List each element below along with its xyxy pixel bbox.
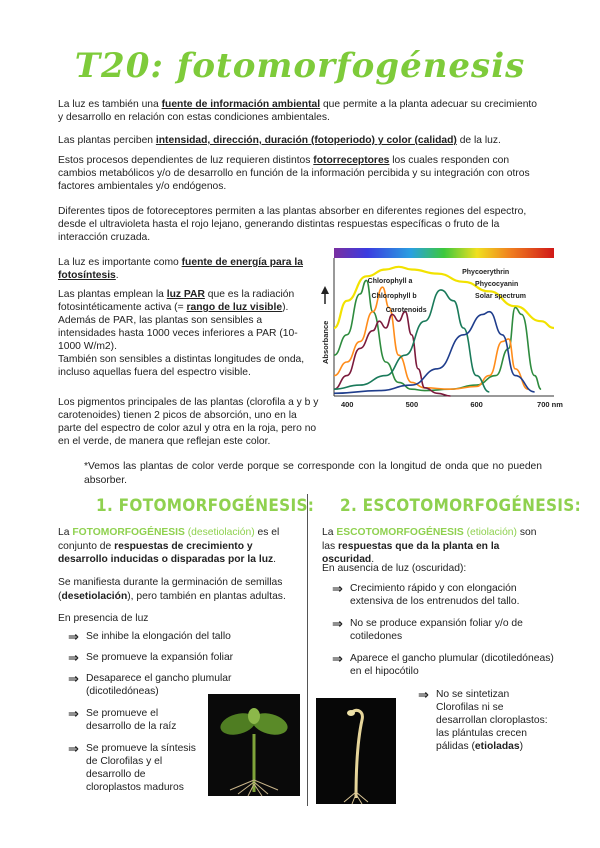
col1-item-5: Se promueve la síntesis de Clorofilas y el desarrollo de cloroplastos maduros <box>86 743 196 793</box>
col2-definition: La ESCOTOMORFOGÉNESIS (etiolación) son las respuestas que da la planta en la oscuridad. <box>322 527 537 565</box>
col1-item-4: Se promueve el desarrollo de la raíz <box>86 708 177 732</box>
x-tick-label: 400 <box>340 400 354 409</box>
column-divider <box>307 494 308 806</box>
col2-sub-item: No se sintetizan Clorofilas ni se desarrollan cloroplastos: las plántulas crecen pálidas (etioladas) <box>436 689 548 752</box>
x-tick-label: 700 nm <box>537 400 563 409</box>
col1-definition: La FOTOMORFOGÉNESIS (desetiolación) es el conjunto de respuestas de crecimiento y desarrollo inducidas o disparadas por la luz. <box>58 527 280 565</box>
arrow-icon: ⇒ <box>332 581 343 596</box>
col2-item-2: No se produce expansión foliar y/o de cotiledones <box>350 618 523 642</box>
col2-item-3: Aparece el gancho plumular (dicotiledóneas) en el hipocótilo <box>350 653 554 677</box>
y-axis-label: Absorbance <box>321 320 330 364</box>
note-text: *Vemos las plantas de color verde porque se corresponde con la longitud de onda que no pueden absorber. <box>84 461 542 486</box>
series-label-phycoerythrin: Phycoerythrin <box>462 269 510 276</box>
arrow-icon: ⇒ <box>68 650 79 665</box>
absorption-spectrum-chart <box>318 246 563 414</box>
spectrum-bar <box>334 248 554 258</box>
intro-paragraph-3: Estos procesos dependientes de luz requieren distintos fotorreceptores los cuales responden con cambios metabólicos y/o de desarrollo en función de la información percibida y su integración con otros factores ambientales y/o endógenos. <box>58 155 530 192</box>
series-label-chlorophyll-b: Chlorophyll b <box>371 293 417 300</box>
arrow-icon: ⇒ <box>68 741 79 756</box>
x-tick-label: 600 <box>470 400 483 409</box>
arrow-icon: ⇒ <box>68 671 79 686</box>
arrow-icon: ⇒ <box>332 616 343 631</box>
section-heading-fotomorfogenesis: 1. FOTOMORFOGÉNESIS: <box>96 496 315 516</box>
series-label-chlorophyll-a: Chlorophyll a <box>367 278 413 285</box>
col1-item-3: Desaparece el gancho plumular (dicotiledóneas) <box>86 673 232 697</box>
intro-paragraph-4: Diferentes tipos de fotoreceptores permiten a las plantas absorber en diferentes regiones del espectro, desde el ultravioleta hasta el rojo lejano, generando distintas respuestas específicas o fruto de la interacción cruzada. <box>58 206 527 243</box>
col1-germination: Se manifiesta durante la germinación de semillas (desetiolación), pero también en plantas adultas. <box>58 577 286 602</box>
series-label-carotenoids: Carotenoids <box>385 307 427 314</box>
intro-paragraph-6: Las plantas emplean la luz PAR que es la radiación fotosintéticamente activa (= rango de luz visible). Además de PAR, las plantas son sensibles a intensidades hasta 1000 veces inferiores a PAR (10- 1000 W/m2). También son sensibles a distintas longitudes de onda, incluso aquellas fuera del espectro visible. <box>58 289 305 378</box>
series-label-phycocyanin: Phycocyanin <box>475 281 519 288</box>
arrow-icon: ⇒ <box>68 706 79 721</box>
series-label-solar-spectrum: Solar spectrum <box>475 293 527 300</box>
arrow-icon: ⇒ <box>332 651 343 666</box>
arrow-icon: ⇒ <box>68 629 79 644</box>
section-heading-escotomorfogenesis: 2. ESCOTOMORFOGÉNESIS: <box>340 496 582 516</box>
col1-item-1: Se inhibe la elongación del tallo <box>86 631 231 642</box>
intro-paragraph-5: La luz es importante como fuente de energía para la fotosíntesis. <box>58 257 303 281</box>
x-tick-label: 500 <box>405 400 419 409</box>
col2-absence-label: En ausencia de luz (oscuridad): <box>322 563 467 574</box>
intro-paragraph-2: Las plantas perciben intensidad, dirección, duración (fotoperiodo) y color (calidad) de la luz. <box>58 135 501 146</box>
col1-item-2: Se promueve la expansión foliar <box>86 652 234 663</box>
series-line-phycoerythrin <box>334 290 489 392</box>
intro-paragraph-7: Los pigmentos principales de las plantas (clorofila a y b y carotenoides) tienen 2 picos de absorción, uno en la parte del espectro de color azul y otra en la roja, pero no en el verde, de manera que reflejan este color. <box>58 397 319 447</box>
intro-paragraph-1: La luz es también una fuente de información ambiental que permite a la planta adecuar su crecimiento y desarrollo en relación con estas condiciones ambientales. <box>58 99 538 123</box>
y-axis-arrow <box>321 286 329 294</box>
page-title: T20: fotomorfogénesis <box>74 46 526 86</box>
col2-item-1: Crecimiento rápido y con elongación extensiva de los entrenudos del tallo. <box>350 583 520 607</box>
arrow-icon: ⇒ <box>418 687 429 702</box>
deetiolated-seedling-photo <box>208 694 300 796</box>
col1-presence-label: En presencia de luz <box>58 613 149 624</box>
etiolated-seedling-photo <box>316 698 396 804</box>
